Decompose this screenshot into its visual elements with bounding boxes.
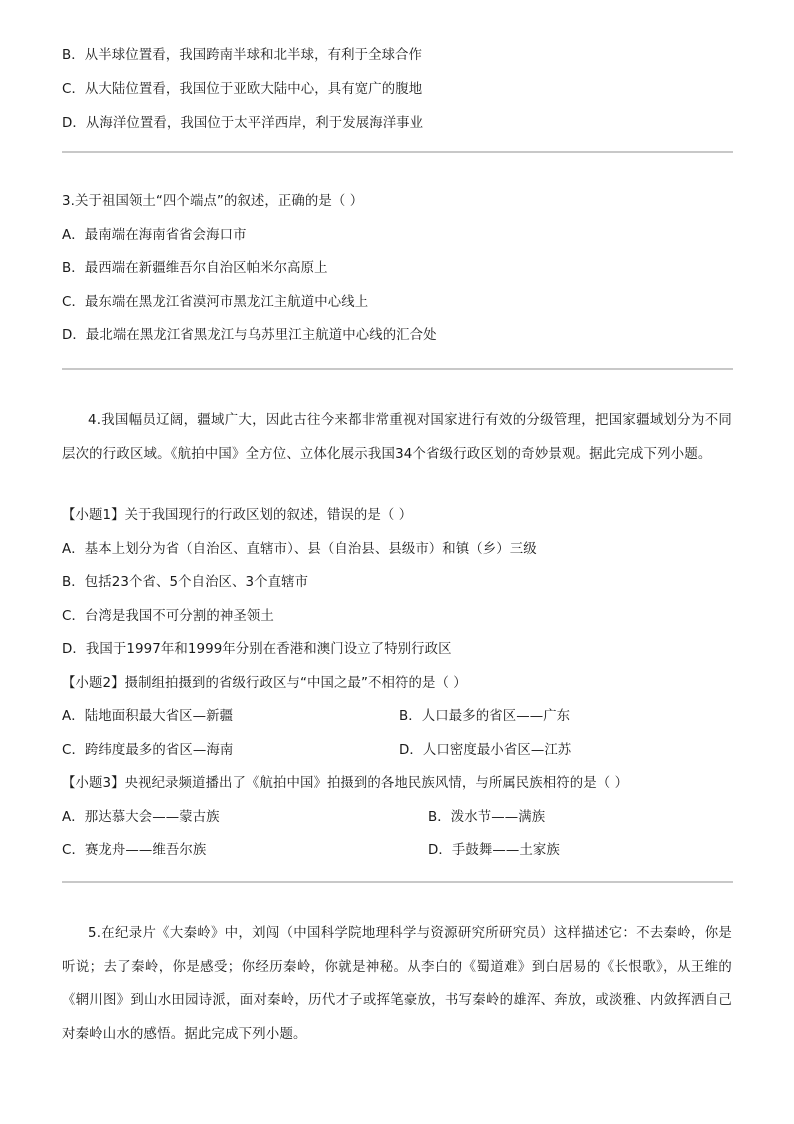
q3-option-a: A．最南端在海南省省会海口市 [62, 228, 247, 243]
divider [62, 368, 733, 370]
q4-sub1-option-c: C．台湾是我国不可分割的神圣领土 [62, 609, 274, 624]
q3-stem: 3.关于祖国领土“四个端点”的叙述，正确的是（ ） [62, 194, 364, 209]
divider [62, 151, 733, 153]
q4-sub2-option-c: C．跨纬度最多的省区—海南 [62, 743, 234, 758]
q4-sub3-option-d: D．手鼓舞——土家族 [428, 843, 560, 858]
q4-intro: 4.我国幅员辽阔，疆域广大，因此古往今来都非常重视对国家进行有效的分级管理，把国家疆域划分为不同层次的行政区域。《航拍中国》全方位、立体化展示我国34个省级行政区划的奇妙景观。据此完成下列小题。 [62, 413, 732, 462]
q3-option-c: C．最东端在黑龙江省漠河市黑龙江主航道中心线上 [62, 295, 369, 310]
q4-sub1-option-d: D．我国于1997年和1999年分别在香港和澳门设立了特别行政区 [62, 642, 452, 657]
q4-sub2-stem: 【小题2】摄制组拍摄到的省级行政区与“中国之最”不相符的是（ ） [62, 676, 467, 691]
q4-sub3-option-a: A．那达慕大会——蒙古族 [62, 810, 220, 825]
q4-sub3-option-c: C．赛龙舟——维吾尔族 [62, 843, 207, 858]
q3-option-d: D．最北端在黑龙江省黑龙江与乌苏里江主航道中心线的汇合处 [62, 328, 437, 343]
q4-sub1-option-b: B．包括23个省、5个自治区、3个直辖市 [62, 575, 309, 590]
divider [62, 881, 733, 883]
q4-sub1-stem: 【小题1】关于我国现行的行政区划的叙述，错误的是（ ） [62, 508, 413, 523]
q2-option-d: D．从海洋位置看，我国位于太平洋西岸，利于发展海洋事业 [62, 116, 424, 131]
q4-sub3-option-b: B．泼水节——满族 [428, 810, 546, 825]
q4-sub2-option-b: B．人口最多的省区——广东 [399, 709, 571, 724]
q4-sub2-option-a: A．陆地面积最大省区—新疆 [62, 709, 234, 724]
q4-sub2-option-d: D．人口密度最小省区—江苏 [399, 743, 572, 758]
q5-intro: 5.在纪录片《大秦岭》中，刘闯（中国科学院地理科学与资源研究所研究员）这样描述它：不去秦岭，你是听说；去了秦岭，你是感受；你经历秦岭，你就是神秘。从李白的《蜀道难》到白居易的《长恨歌》，从王维的《辋川图》到山水田园诗派，面对秦岭，历代才子或挥笔豪放，书写秦岭的雄浑、奔放，或淡雅、内敛挥洒自己对秦岭山水的感悟。据此完成下列小题。 [62, 926, 732, 1042]
q2-option-b: B．从半球位置看，我国跨南半球和北半球，有利于全球合作 [62, 48, 423, 63]
q4-sub1-option-a: A．基本上划分为省（自治区、直辖市）、县（自治县、县级市）和镇（乡）三级 [62, 542, 537, 557]
q4-sub3-stem: 【小题3】央视纪录频道播出了《航拍中国》拍摄到的各地民族风情，与所属民族相符的是（ ） [62, 776, 629, 791]
q3-option-b: B．最西端在新疆维吾尔自治区帕米尔高原上 [62, 261, 328, 276]
q2-option-c: C．从大陆位置看，我国位于亚欧大陆中心，具有宽广的腹地 [62, 82, 423, 97]
